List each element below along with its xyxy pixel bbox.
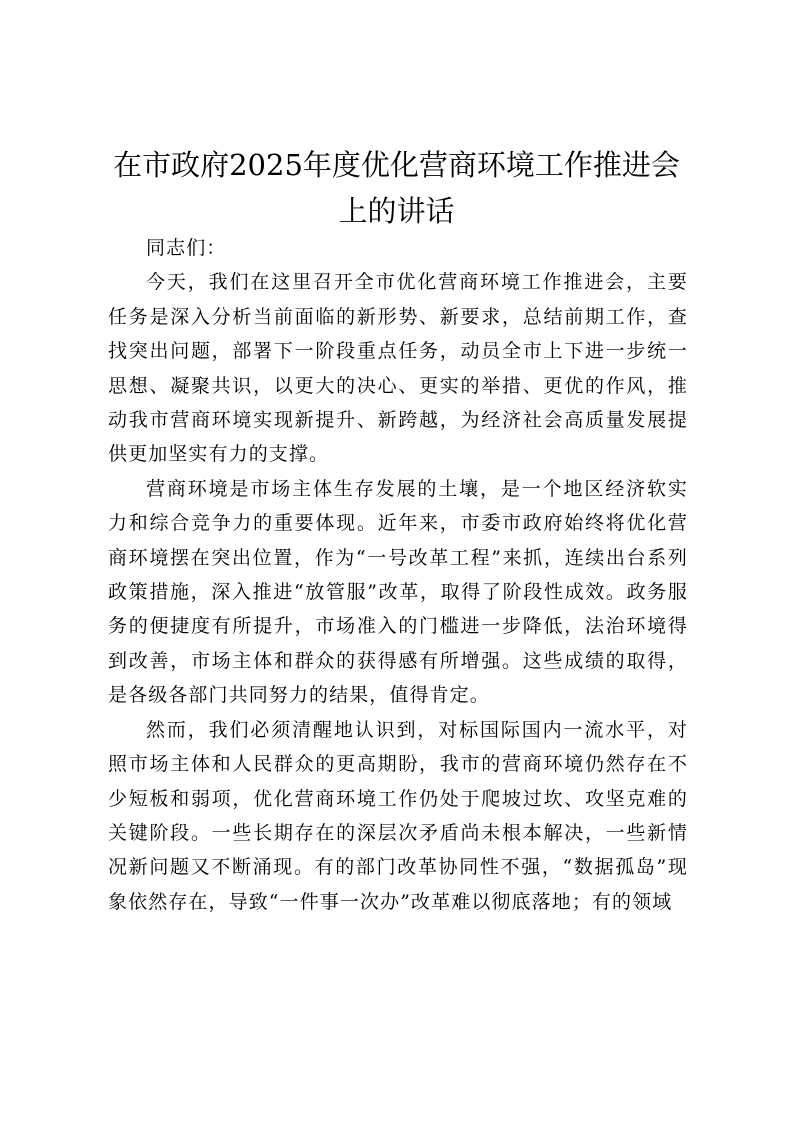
paragraph-2: 营商环境是市场主体生存发展的土壤，是一个地区经济软实力和综合竞争力的重要体现。近年来，市委市政府始终将优化营商环境摆在突出位置，作为“一号改革工程”来抓，连续出台系列政策措施，深入推进“放管服”改革，取得了阶段性成效。政务服务的便捷度有所提升，市场准入的门槛进一步降低，法治环境得到改善，市场主体和群众的获得感有所增强。这些成绩的取得，是各级各部门共同努力的结果，值得肯定。 [108,477,688,707]
salutation: 同志们： [146,237,227,259]
document-title: 在市政府2025年度优化营商环境工作推进会上的讲话 [113,148,680,228]
document-body [108,231,688,919]
paragraph-1: 今天，我们在这里召开全市优化营商环境工作推进会，主要任务是深入分析当前面临的新形势、新要求，总结前期工作，查找突出问题，部署下一阶段重点任务，动员全市上下进一步统一思想、凝聚共识，以更大的决心、更实的举措、更优的作风，推动我市营商环境实现新提升、新跨越，为经济社会高质量发展提供更加坚实有力的支撑。 [108,271,688,466]
paragraph-3: 然而，我们必须清醒地认识到，对标国际国内一流水平，对照市场主体和人民群众的更高期盼，我市的营商环境仍然存在不少短板和弱项，优化营商环境工作仍处于爬坡过坎、攻坚克难的关键阶段。一些长期存在的深层次矛盾尚未根本解决，一些新情况新问题又不断涌现。有的部门改革协同性不强，“数据孤岛”现象依然存在，导致“一件事一次办”改革难以彻底落地；有的领域 [108,718,688,913]
